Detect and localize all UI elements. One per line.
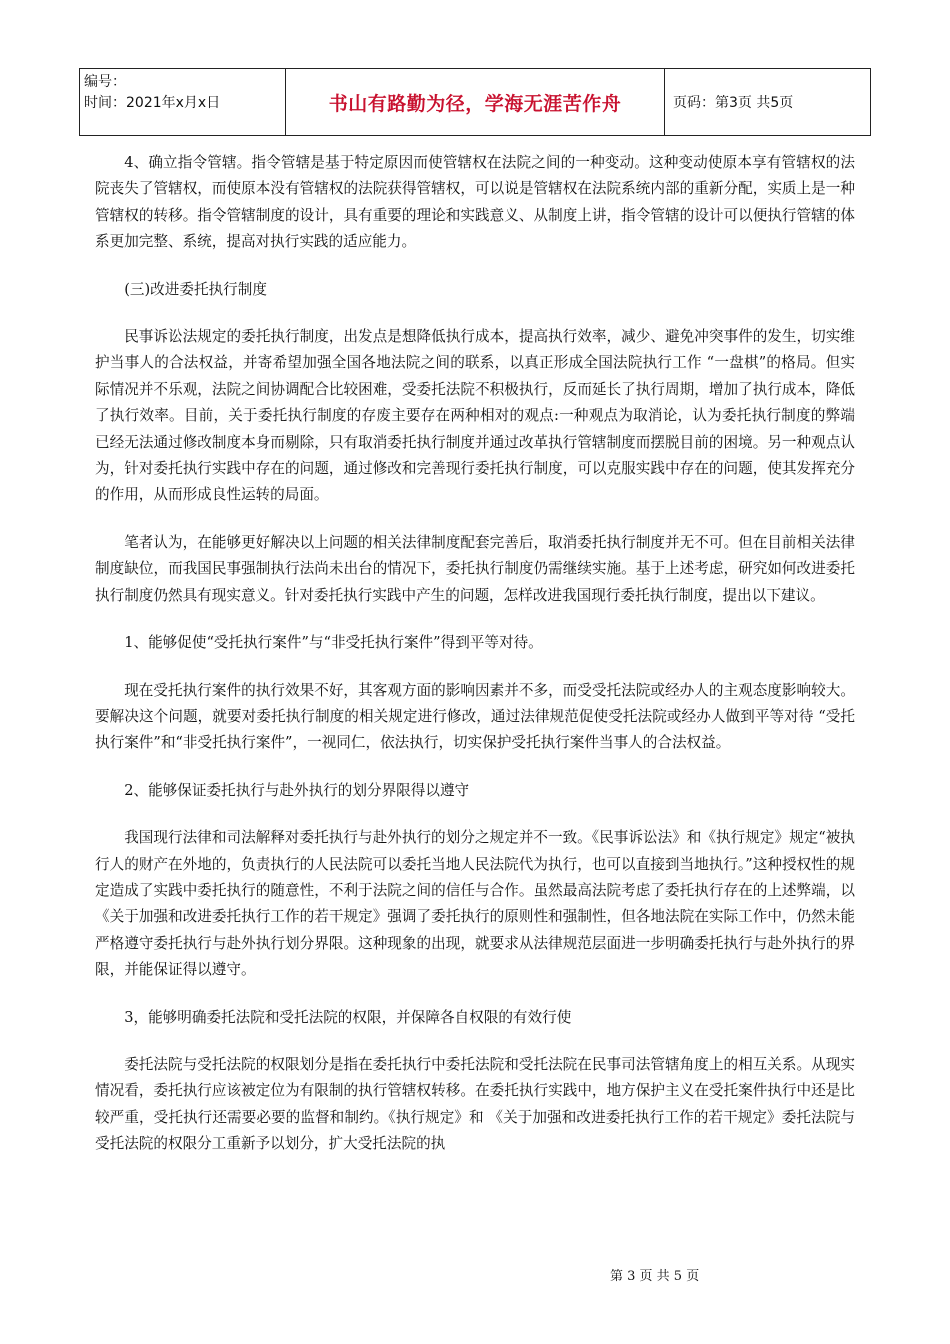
subheading: 1、能够促使“受托执行案件”与“非受托执行案件”得到平等对待。 — [124, 634, 543, 652]
header-table — [79, 68, 871, 136]
document-body — [95, 150, 855, 1158]
paragraph: 笔者认为，在能够更好解决以上问题的相关法律制度配套完善后，取消委托执行制度并无不可。但在目前相关法律制度缺位，而我国民事强制执行法尚未出台的情况下，委托执行制度仍需继续实施。基于上述考虑，研究如何改进委托执行制度仍然具有现实意义。针对委托执行实践中产生的问题，怎样改进我国现行委托执行制度，提出以下建议。 — [95, 533, 855, 604]
header-page-info: 页码：第3页 共5页 — [673, 95, 794, 111]
paragraph: 4、确立指令管辖。指令管辖是基于特定原因而使管辖权在法院之间的一种变动。这种变动使原本享有管辖权的法院丧失了管辖权，而使原本没有管辖权的法院获得管辖权，可以说是管辖权在法院系统内部的重新分配，实质上是一种管辖权的转移。指令管辖制度的设计，具有重要的理论和实践意义、从制度上讲，指令管辖的设计可以便执行管辖的体系更加完整、系统，提高对执行实践的适应能力。 — [95, 154, 855, 251]
paragraph: 现在受托执行案件的执行效果不好，其客观方面的影响因素并不多，而受受托法院或经办人的主观态度影响较大。要解决这个问题，就要对委托执行制度的相关规定进行修改，通过法律规范促使受托法院或经办人做到平等对待 “受托执行案件”和“非受托执行案件”，一视同仁，依法执行，切实保护受托执行案件当事人的合法权益。 — [95, 681, 855, 752]
subheading: 3，能够明确委托法院和受托法院的权限，并保障各自权限的有效行使 — [124, 1008, 572, 1026]
paragraph: 我国现行法律和司法解释对委托执行与赴外执行的划分之规定并不一致。《民事诉讼法》和《执行规定》规定“被执行人的财产在外地的，负责执行的人民法院可以委托当地人民法院代为执行，也可以直接到当地执行。”这种授权性的规定造成了实践中委托执行的随意性，不利于法院之间的信任与合作。虽然最高法院考虑了委托执行存在的上述弊端，以《关于加强和改进委托执行工作的若干规定》强调了委托执行的原则性和强制性，但各地法院在实际工作中，仍然未能严格遵守委托执行与赴外执行划分界限。这种现象的出现，就要求从法律规范层面进一步明确委托执行与赴外执行的界限，并能保证得以遵守。 — [95, 829, 855, 979]
doc-date-label: 时间：2021年x月x日 — [84, 95, 221, 111]
section-heading: (三)改进委托执行制度 — [124, 280, 267, 298]
paragraph: 民事诉讼法规定的委托执行制度，出发点是想降低执行成本，提高执行效率，减少、避免冲突事件的发生，切实维护当事人的合法权益，并寄希望加强全国各地法院之间的联系，以真正形成全国法院执行工作 “一盘棋”的格局。但实际情况并不乐观，法院之间协调配合比较困难，受委托法院不积极执行，反而延长了执行周期，增加了执行成本，降低了执行效率。目前，关于委托执行制度的存废主要存在两种相对的观点:一种观点为取消论，认为委托执行制度的弊端已经无法通过修改制度本身而剔除，只有取消委托执行制度并通过改革执行管辖制度而摆脱目前的困境。另一种观点认为，针对委托执行实践中存在的问题，通过修改和完善现行委托执行制度，可以克服实践中存在的问题，使其发挥充分的作用，从而形成良性运转的局面。 — [95, 328, 855, 504]
doc-number-label: 编号： — [84, 74, 126, 90]
page-footer: 第 3 页 共 5 页 — [610, 1269, 700, 1284]
header-meta — [80, 69, 286, 135]
header-motto: 书山有路勤为径，学海无涯苦作舟 — [286, 69, 665, 135]
subheading: 2、能够保证委托执行与赴外执行的划分界限得以遵守 — [124, 781, 470, 799]
paragraph: 委托法院与受托法院的权限划分是指在委托执行中委托法院和受托法院在民事司法管辖角度上的相互关系。从现实情况看，委托执行应该被定位为有限制的执行管辖权转移。在委托执行实践中，地方保护主义在受托案件执行中还是比较严重，受托执行还需要必要的监督和制约。《执行规定》和 《关于加强和改进委托执行工作的若干规定》委托法院与受托法院的权限分工重新予以划分，扩大受托法院的执 — [95, 1055, 855, 1153]
